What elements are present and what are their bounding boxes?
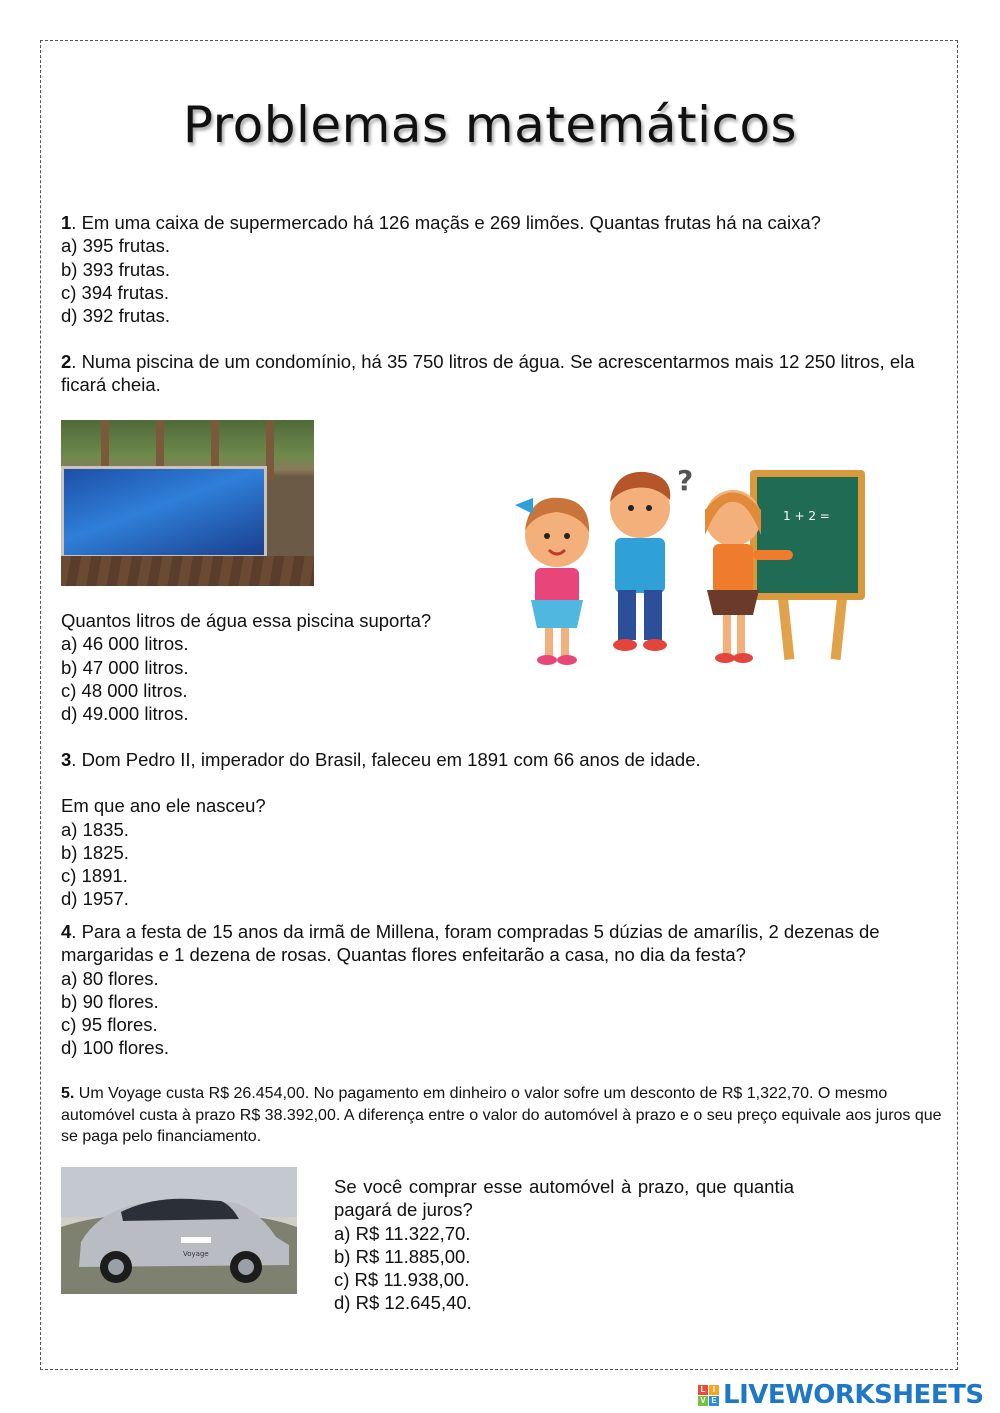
option-c: c) 1891. <box>61 865 128 887</box>
option-b: b) 1825. <box>61 841 129 863</box>
option-d: d) 1957. <box>61 888 129 910</box>
question-5 <box>61 1083 951 1148</box>
liveworksheets-logo <box>698 1378 984 1412</box>
question-number: 4 <box>61 921 72 942</box>
option-a: a) 46 000 litros. <box>61 633 189 655</box>
option-c: c) R$ 11.938,00. <box>334 1269 470 1291</box>
question-3 <box>61 748 941 911</box>
question-5-answers <box>334 1175 794 1315</box>
option-a: a) 395 frutas. <box>61 235 171 257</box>
option-d: d) R$ 12.645,40. <box>334 1292 472 1314</box>
question-4 <box>61 920 941 1060</box>
question-prompt: Em que ano ele nasceu? <box>61 795 266 817</box>
option-d: d) 100 flores. <box>61 1037 169 1059</box>
option-b: b) 393 frutas. <box>61 258 171 280</box>
question-text: . Dom Pedro II, imperador do Brasil, faleceu em 1891 com 66 anos de idade. <box>71 749 701 770</box>
option-c: c) 394 frutas. <box>61 281 169 303</box>
option-a: a) 1835. <box>61 818 129 840</box>
question-text: . Numa piscina de um condomínio, há 35 750 litros de água. Se acrescentarmos mais 12 250 litros, ela ficará cheia. <box>61 351 915 396</box>
svg-text:?: ? <box>677 464 694 497</box>
question-1 <box>61 211 941 327</box>
option-b: b) 90 flores. <box>61 990 159 1012</box>
car-photo <box>61 1167 297 1294</box>
question-number: 1 <box>61 212 72 233</box>
option-c: c) 95 flores. <box>61 1014 158 1036</box>
option-a: a) 80 flores. <box>61 967 159 989</box>
children-chalkboard-illustration <box>485 440 880 680</box>
option-d: d) 392 frutas. <box>61 305 171 327</box>
question-text: Um Voyage custa R$ 26.454,00. No pagamento em dinheiro o valor sofre um desconto de R$ 1,322,70. O mesmo automóvel custa à prazo R$ 38.392,00. A diferença entre o valor do automóvel à prazo e o seu preço equivale aos juros que se paga pelo financiamento. <box>61 1085 942 1145</box>
question-2 <box>61 350 921 397</box>
page-title: Problemas matemáticos <box>182 96 798 154</box>
chalkboard-text: 1 + 2 = <box>783 509 830 523</box>
logo-badge-icon: L I V E <box>698 1385 719 1406</box>
question-prompt: Quantos litros de água essa piscina suporta? <box>61 610 432 631</box>
option-a: a) R$ 11.322,70. <box>334 1222 471 1244</box>
question-text: . Para a festa de 15 anos da irmã de Millena, foram compradas 5 dúzias de amarílis, 2 dezenas de margaridas e 1 dezena de rosas. Quantas flores enfeitarão a casa, no dia da festa? <box>61 921 880 966</box>
option-b: b) 47 000 litros. <box>61 656 189 678</box>
option-b: b) R$ 11.885,00. <box>334 1245 471 1267</box>
question-number: 3 <box>61 749 72 770</box>
pool-photo <box>61 420 314 586</box>
question-number: 2 <box>61 351 72 372</box>
question-number: 5. <box>61 1085 75 1102</box>
option-c: c) 48 000 litros. <box>61 679 188 701</box>
question-prompt: Se você comprar esse automóvel à prazo, que quantia pagará de juros? <box>334 1176 794 1221</box>
question-text: . Em uma caixa de supermercado há 126 maçãs e 269 limões. Quantas frutas há na caixa? <box>71 212 821 233</box>
car-badge: Voyage <box>183 1250 209 1258</box>
question-2-answers <box>61 609 481 725</box>
logo-wordmark: LIVEWORKSHEETS <box>723 1380 984 1410</box>
option-d: d) 49.000 litros. <box>61 703 189 725</box>
